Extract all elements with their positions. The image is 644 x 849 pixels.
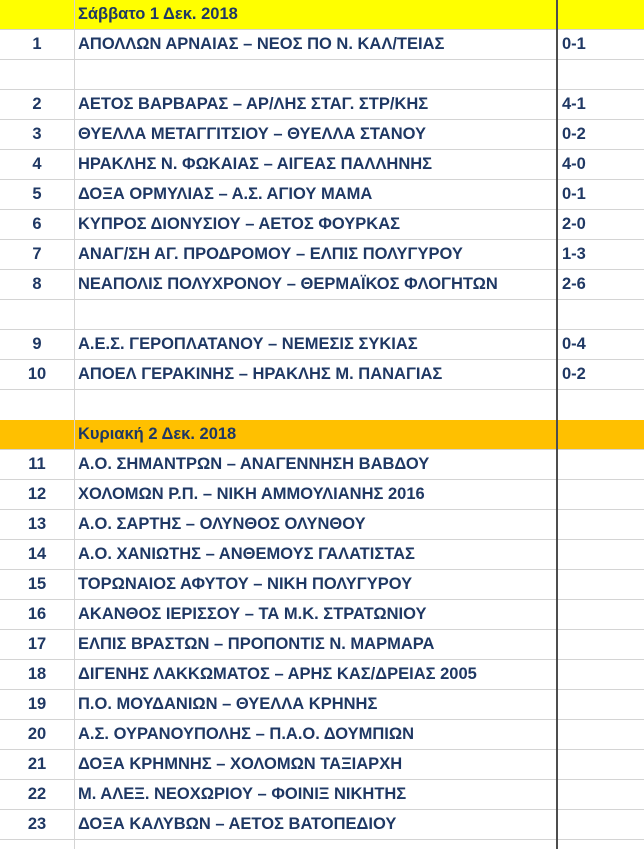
table-row	[0, 240, 644, 270]
match-teams: ΔΟΞΑ ΟΡΜΥΛΙΑΣ – Α.Σ. ΑΓΙΟΥ ΜΑΜΑ	[78, 185, 373, 203]
match-score	[560, 480, 644, 509]
match-score	[560, 720, 644, 749]
match-teams: Α.Ο. ΧΑΝΙΩΤΗΣ – ΑΝΘΕΜΟΥΣ ΓΑΛΑΤΙΣΤΑΣ	[78, 545, 415, 563]
table-row	[0, 570, 644, 600]
match-teams: ΚΥΠΡΟΣ ΔΙΟΝΥΣΙΟΥ – ΑΕΤΟΣ ΦΟΥΡΚΑΣ	[78, 215, 401, 233]
table-row	[0, 120, 644, 150]
match-number: 13	[27, 515, 47, 533]
table-row	[0, 480, 644, 510]
table-row	[0, 720, 644, 750]
match-score	[560, 690, 644, 719]
match-score	[560, 510, 644, 539]
match-score	[560, 600, 644, 629]
table-row	[0, 540, 644, 570]
match-teams: Α.Ο. ΣΗΜΑΝΤΡΩΝ – ΑΝΑΓΕΝΝΗΣΗ ΒΑΒΔΟΥ	[78, 455, 430, 473]
table-row	[0, 150, 644, 180]
saturday-header-row	[0, 0, 644, 30]
match-number: 5	[32, 185, 42, 203]
match-number: 23	[27, 815, 47, 833]
match-score	[560, 570, 644, 599]
table-row	[0, 750, 644, 780]
match-score: 0-4	[562, 335, 586, 353]
table-row	[0, 510, 644, 540]
table-row	[0, 90, 644, 120]
table-row	[0, 330, 644, 360]
match-teams: ΔΟΞΑ ΚΑΛΥΒΩΝ – ΑΕΤΟΣ ΒΑΤΟΠΕΔΙΟΥ	[78, 815, 397, 833]
match-number: 4	[32, 155, 42, 173]
table-row	[0, 660, 644, 690]
table-row	[0, 360, 644, 390]
match-number: 19	[27, 695, 47, 713]
match-teams: ΕΛΠΙΣ ΒΡΑΣΤΩΝ – ΠΡΟΠΟΝΤΙΣ Ν. ΜΑΡΜΑΡΑ	[78, 635, 435, 653]
saturday-matches	[0, 30, 644, 390]
sunday-header-row	[0, 420, 644, 450]
table-row	[0, 780, 644, 810]
match-teams: ΔΟΞΑ ΚΡΗΜΝΗΣ – ΧΟΛΟΜΩΝ ΤΑΞΙΑΡΧΗ	[78, 755, 403, 773]
match-teams: ΘΥΕΛΛΑ ΜΕΤΑΓΓΙΤΣΙΟΥ – ΘΥΕΛΛΑ ΣΤΑΝΟΥ	[78, 125, 426, 143]
table-row	[0, 630, 644, 660]
match-score: 2-6	[562, 275, 586, 293]
table-row	[0, 300, 644, 330]
match-score	[560, 540, 644, 569]
match-number: 2	[32, 95, 42, 113]
match-teams: ΗΡΑΚΛΗΣ Ν. ΦΩΚΑΙΑΣ – ΑΙΓΕΑΣ ΠΑΛΛΗΝΗΣ	[78, 155, 433, 173]
table-row	[0, 210, 644, 240]
match-teams: ΑΝΑΓ/ΣΗ ΑΓ. ΠΡΟΔΡΟΜΟΥ – ΕΛΠΙΣ ΠΟΛΥΓΥΡΟΥ	[78, 245, 463, 263]
match-teams: ΑΚΑΝΘΟΣ ΙΕΡΙΣΣΟΥ – ΤΑ Μ.Κ. ΣΤΡΑΤΩΝΙΟΥ	[78, 605, 427, 623]
table-row	[0, 60, 644, 90]
match-number: 10	[27, 365, 47, 383]
match-number: 8	[32, 275, 42, 293]
match-number: 20	[27, 725, 47, 743]
match-teams: ΑΠΟΛΛΩΝ ΑΡΝΑΙΑΣ – ΝΕΟΣ ΠΟ Ν. ΚΑΛ/ΤΕΙΑΣ	[78, 35, 445, 53]
match-score: 0-1	[562, 185, 586, 203]
match-score	[560, 660, 644, 689]
match-number: 7	[32, 245, 42, 263]
match-teams: ΔΙΓΕΝΗΣ ΛΑΚΚΩΜΑΤΟΣ – ΑΡΗΣ ΚΑΣ/ΔΡΕΙΑΣ 2005	[78, 665, 477, 683]
saturday-date: Σάββατο 1 Δεκ. 2018	[78, 5, 238, 23]
column-divider-number	[74, 0, 75, 849]
match-teams: ΤΟΡΩΝΑΙΟΣ ΑΦΥΤΟΥ – ΝΙΚΗ ΠΟΛΥΓΥΡΟΥ	[78, 575, 413, 593]
match-number: 3	[32, 125, 42, 143]
match-number: 14	[27, 545, 47, 563]
table-row	[0, 690, 644, 720]
match-teams: Α.Σ. ΟΥΡΑΝΟΥΠΟΛΗΣ – Π.Α.Ο. ΔΟΥΜΠΙΩΝ	[78, 725, 414, 743]
match-teams: Π.Ο. ΜΟΥΔΑΝΙΩΝ – ΘΥΕΛΛΑ ΚΡΗΝΗΣ	[78, 695, 378, 713]
match-score	[560, 750, 644, 779]
match-teams: ΧΟΛΟΜΩΝ Ρ.Π. – ΝΙΚΗ ΑΜΜΟΥΛΙΑΝΗΣ 2016	[78, 485, 425, 503]
section-spacer	[0, 390, 644, 420]
table-row	[0, 600, 644, 630]
match-number: 21	[27, 755, 47, 773]
match-number: 15	[27, 575, 47, 593]
match-number: 18	[27, 665, 47, 683]
match-score: 4-0	[562, 155, 586, 173]
table-row	[0, 810, 644, 840]
match-score: 0-1	[562, 35, 586, 53]
match-number: 17	[27, 635, 47, 653]
match-score: 0-2	[562, 365, 586, 383]
match-teams: ΑΠΟΕΛ ΓΕΡΑΚΙΝΗΣ – ΗΡΑΚΛΗΣ Μ. ΠΑΝΑΓΙΑΣ	[78, 365, 443, 383]
match-number: 11	[28, 455, 46, 473]
match-number: 16	[27, 605, 47, 623]
match-score: 4-1	[562, 95, 586, 113]
sunday-matches	[0, 450, 644, 840]
column-divider-score	[556, 0, 558, 849]
match-score: 0-2	[562, 125, 586, 143]
match-number: 22	[27, 785, 47, 803]
table-row	[0, 30, 644, 60]
match-teams: Α.Ε.Σ. ΓΕΡΟΠΛΑΤΑΝΟΥ – ΝΕΜΕΣΙΣ ΣΥΚΙΑΣ	[78, 335, 418, 353]
match-score	[560, 450, 644, 479]
table-row	[0, 180, 644, 210]
match-score	[560, 630, 644, 659]
match-number: 1	[32, 35, 42, 53]
match-teams: ΑΕΤΟΣ ΒΑΡΒΑΡΑΣ – ΑΡ/ΛΗΣ ΣΤΑΓ. ΣΤΡ/ΚΗΣ	[78, 95, 429, 113]
match-number: 6	[32, 215, 42, 233]
match-number: 9	[32, 335, 42, 353]
match-score: 1-3	[562, 245, 586, 263]
match-teams: ΝΕΑΠΟΛΙΣ ΠΟΛΥΧΡΟΝΟΥ – ΘΕΡΜΑΪΚΟΣ ΦΛΟΓΗΤΩΝ	[78, 275, 498, 293]
match-score	[560, 810, 644, 839]
sunday-date: Κυριακή 2 Δεκ. 2018	[78, 425, 237, 443]
table-row	[0, 270, 644, 300]
table-row	[0, 450, 644, 480]
match-number: 12	[27, 485, 47, 503]
match-score: 2-0	[562, 215, 586, 233]
match-teams: Α.Ο. ΣΑΡΤΗΣ – ΟΛΥΝΘΟΣ ΟΛΥΝΘΟΥ	[78, 515, 366, 533]
match-score	[560, 780, 644, 809]
match-teams: Μ. ΑΛΕΞ. ΝΕΟΧΩΡΙΟΥ – ΦΟΙΝΙΞ ΝΙΚΗΤΗΣ	[78, 785, 407, 803]
